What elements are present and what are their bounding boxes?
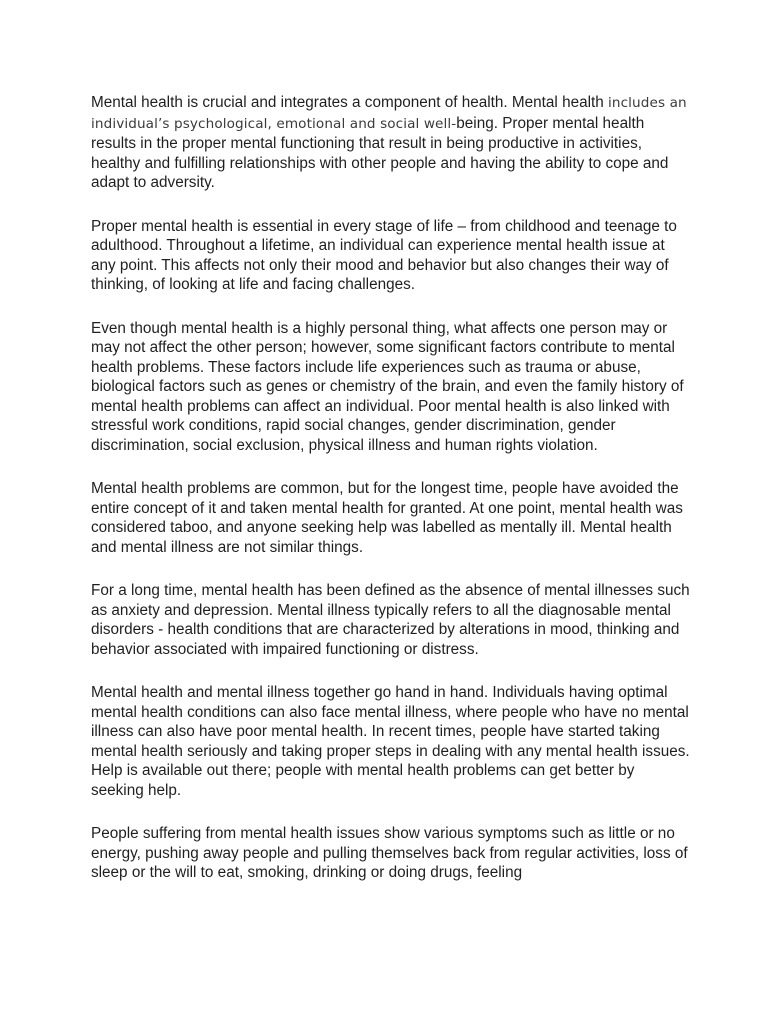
- paragraph-1-part-1: Mental health is crucial and integrates a component of health. Mental health: [91, 94, 609, 111]
- paragraph-1: [91, 93, 691, 193]
- paragraph-2: Proper mental health is essential in every stage of life – from childhood and teenage to adulthood. Throughout a lifetime, an individual can experience mental health issue at any point. This affects not only their mood and behavior but also changes their way of thinking, of looking at life and facing challenges.: [91, 217, 677, 293]
- document-body: [91, 93, 691, 907]
- paragraph-7: People suffering from mental health issues show various symptoms such as little or no energy, pushing away people and pulling themselves back from regular activities, loss of sleep or the will to eat, smoking, drinking or doing drugs, feeling: [91, 825, 688, 881]
- paragraph-3: Even though mental health is a highly personal thing, what affects one person may or may not affect the other person; however, some significant factors contribute to mental health problems. These factors include life experiences such as trauma or abuse, biological factors such as genes or chemistry of the brain, and even the family history of mental health problems can affect an individual. Poor mental health is also linked with stressful work conditions, rapid social changes, gender discrimination, gender discrimination, social exclusion, physical illness and human rights violation.: [91, 319, 684, 454]
- paragraph-1-part-3: being. Proper mental health results in the proper mental functioning that result in being productive in activities, healthy and fulfilling relationships with other people and having the ability to cope and adapt to adversity.: [91, 114, 669, 191]
- paragraph-4: Mental health problems are common, but for the longest time, people have avoided the entire concept of it and taken mental health for granted. At one point, mental health was considered taboo, and anyone seeking help was labelled as mentally ill. Mental health and mental illness are not similar things.: [91, 480, 683, 556]
- paragraph-5: For a long time, mental health has been defined as the absence of mental illnesses such as anxiety and depression. Mental illness typically refers to all the diagnosable mental disorders - health conditions that are characterized by alterations in mood, thinking and behavior associated with impaired functioning or distress.: [91, 582, 690, 658]
- paragraph-6: Mental health and mental illness together go hand in hand. Individuals having optimal mental health conditions can also face mental illness, where people who have no mental illness can also have poor mental health. In recent times, people have started taking mental health seriously and taking proper steps in dealing with any mental health issues. Help is available out there; people with mental health problems can get better by seeking help.: [91, 684, 690, 799]
- paragraph-1-part-2: includes an individual’s psychological, emotional and social well-: [91, 95, 687, 132]
